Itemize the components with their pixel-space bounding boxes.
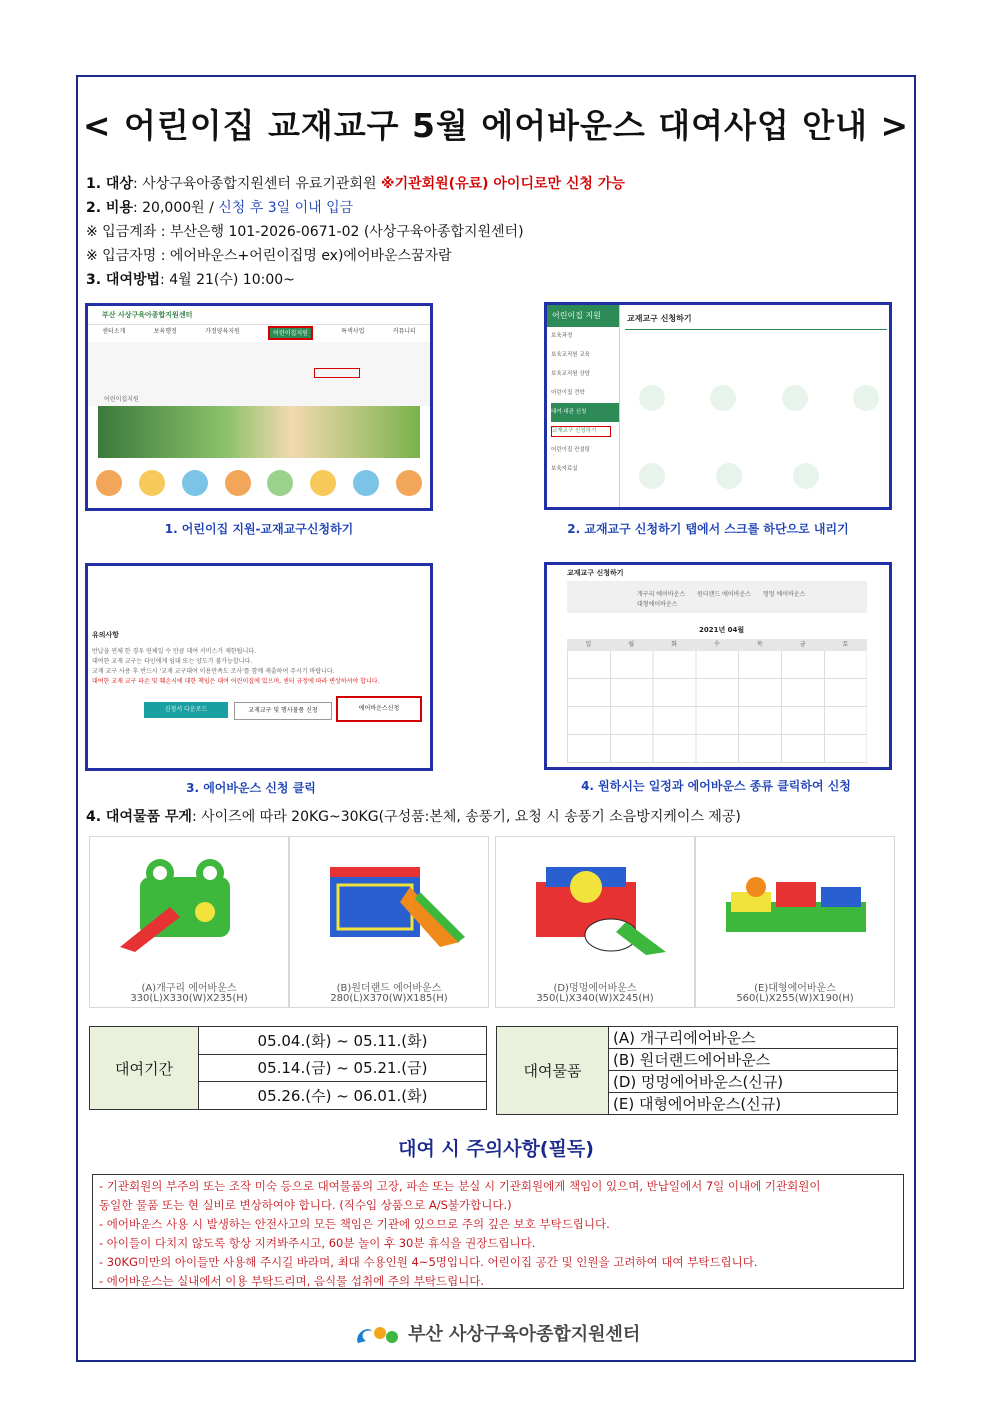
step3-caption: 3. 에어바운스 신청 클릭: [186, 781, 316, 795]
shot2-sidebar-item: 어린이집 컨설팅: [551, 447, 590, 453]
frog-airbounce-image: [110, 847, 270, 957]
shot3-line: 반납을 연체 한 경우 연체일 수 만큼 대여 서비스가 제한됩니다.: [92, 648, 256, 655]
shot1-menu: [88, 326, 430, 340]
account-line: ※ 입금계좌 : 부산은행 101-2026-0671-02 (사상구육아종합지원센터): [86, 224, 524, 240]
shot4-weekday: 일: [585, 641, 592, 648]
shot1-menu-item: 커뮤니티: [392, 328, 416, 335]
shot2-sidebar-item: 보육교직원 상담: [551, 371, 590, 377]
rental-goods-row: (D) 멍멍에어바운스(신규): [609, 1071, 898, 1093]
depositor-line: ※ 입금자명 : 에어바운스+어린이집명 ex)에어바운스꿈자람: [86, 248, 452, 264]
product-name: (D)멍멍에어바운스: [553, 983, 637, 994]
shot4-legend-item: 개구리 에어바운스: [637, 591, 686, 598]
rental-goods-row: (E) 대형에어바운스(신규): [609, 1093, 898, 1115]
notice-line: - 아이들이 다치지 않도록 항상 지켜봐주시고, 60분 놀이 후 30분 휴식을 권장드립니다.: [99, 1236, 536, 1250]
method-label: 3. 대여방법: [86, 272, 161, 288]
shot2-sidebar-item: 보육자료실: [551, 466, 578, 472]
rental-period-row: 05.04.(화) ~ 05.11.(화): [199, 1027, 487, 1055]
fee-text: : 20,000원 /: [132, 200, 219, 216]
step1-screenshot: [85, 303, 433, 511]
shot4-weekday: 목: [756, 641, 763, 648]
shot2-sidebar-title: 어린이집 지원: [547, 305, 619, 327]
shot4-title: 교재교구 신청하기: [567, 569, 624, 577]
shot1-menu-item: 특색사업: [341, 328, 365, 335]
notice-title: 대여 시 주의사항(필독): [398, 1138, 594, 1160]
shot1-menu-item-highlighted: 어린이집지원: [268, 326, 313, 340]
shot2-sidebar-item: 어린이집 견학: [551, 390, 585, 396]
rental-goods-row: (B) 원더랜드에어바운스: [609, 1049, 898, 1071]
method-line: [86, 270, 295, 290]
shot3-airbounce-button: 에어바운스신청: [336, 696, 422, 722]
product-frog: [89, 836, 289, 1008]
fee-line: [86, 198, 353, 218]
product-size: 350(L)X340(W)X245(H): [536, 993, 654, 1004]
shot1-menu-item: 보육행정: [153, 328, 177, 335]
notice-line: - 30KG미만의 아이들만 사용해 주시길 바라며, 최대 수용인원 4~5명입니다. 어린이집 공간 및 인원을 고려하여 대여 부탁드립니다.: [99, 1255, 758, 1269]
shot3-download-button: 신청서 다운로드: [144, 702, 228, 718]
shot4-month: 2021년 04월: [699, 626, 745, 634]
rental-period-table: [89, 1026, 487, 1110]
step2-screenshot: [544, 302, 892, 510]
shot2-page-title: 교재교구 신청하기: [627, 314, 692, 323]
notice-line: 동일한 물품 또는 현 실비로 변상하여야 합니다. (직수입 상품으로 A/S불가합니다.): [99, 1198, 512, 1212]
notice-line: - 에어바운스 사용 시 발생하는 안전사고의 모든 책임은 기관에 있으므로 주의 깊은 보호 부탁드립니다.: [99, 1217, 610, 1231]
weight-label: 4. 대여물품 무게: [86, 809, 192, 825]
product-name: (E)대형에어바운스: [754, 983, 836, 994]
target-label: 1. 대상: [86, 176, 133, 192]
shot3-heading: 유의사항: [92, 631, 120, 639]
notice-line: - 에어바운스는 실내에서 이용 부탁드리며, 음식물 섭취에 주의 부탁드립니다.: [99, 1274, 485, 1288]
rental-period-row: 05.14.(금) ~ 05.21.(금): [199, 1054, 487, 1082]
center-name: 부산 사상구육아종합지원센터: [407, 1324, 641, 1345]
shot4-weekday: 토: [842, 641, 849, 648]
weight-line: [86, 807, 741, 827]
shot3-event-button: 교재교구 및 행사물품 신청: [234, 702, 332, 720]
rental-goods-row: (A) 개구리에어바운스: [609, 1027, 898, 1049]
large-airbounce-image: [716, 847, 876, 957]
notice-line: - 기관회원의 부주의 또는 조작 미숙 등으로 대여물품의 고장, 파손 또는 분실 시 기관회원에게 책임이 있으며, 반납일에서 7일 이내에 기관회원이: [99, 1179, 821, 1193]
page-title: < 어린이집 교재교구 5월 에어바운스 대여사업 안내 >: [82, 106, 910, 145]
step2-caption: 2. 교재교구 신청하기 탭에서 스크롤 하단으로 내리기: [567, 522, 849, 536]
step4-screenshot: [544, 562, 892, 770]
rental-period-row: 05.26.(수) ~ 06.01.(화): [199, 1082, 487, 1110]
footer: [0, 1320, 992, 1349]
step1-caption: 1. 어린이집 지원-교재교구신청하기: [164, 522, 354, 536]
product-size: 330(L)X330(W)X235(H): [130, 993, 248, 1004]
product-wonderland: [289, 836, 489, 1008]
shot2-sidebar-item: 보육과정: [551, 333, 573, 339]
shot4-weekday: 수: [714, 641, 720, 648]
rental-goods-header: 대여물품: [497, 1027, 609, 1115]
product-dog: [495, 836, 695, 1008]
rental-period-header: 대여기간: [90, 1027, 199, 1110]
product-size: 560(L)X255(W)X190(H): [736, 993, 854, 1004]
center-logo-icon: [352, 1321, 402, 1349]
shot3-line: 교재 교구 사용 후 반드시 '교재 교구대여 이용만족도 조사'를 함께 제출하여 주시기 바랍니다.: [92, 668, 335, 675]
product-name: (A)개구리 에어바운스: [141, 983, 237, 994]
shot1-center-name: 부산 사상구육아종합지원센터: [102, 311, 193, 319]
shot2-sidebar-item: 보육교직원 교육: [551, 352, 590, 358]
notice-box: [92, 1174, 904, 1289]
shot1-side-label: 어린이집지원: [104, 396, 139, 403]
shot2-sidebar-item-active: 대여·대관 신청: [551, 403, 619, 422]
shot1-menu-item: 가정양육지원: [205, 328, 240, 335]
shot3-line-warning: 대여한 교재 교구 파손 및 훼손시에 대한 책임은 대여 어린이집에 있으며, 센터 규정에 따라 변상하셔야 합니다.: [92, 678, 380, 685]
product-large: [695, 836, 895, 1008]
product-name: (B)원더랜드 에어바운스: [336, 983, 442, 994]
shot4-legend-item: 대형에어바운스: [637, 601, 678, 608]
rental-goods-table: [496, 1026, 898, 1115]
shot4-legend-item: 멍멍 에어바운스: [763, 591, 806, 598]
shot4-weekday: 화: [671, 641, 677, 648]
shot3-line: 대여한 교재 교구는 타인에게 임대 또는 양도가 불가능합니다.: [92, 658, 253, 665]
target-text: : 사상구육아종합지원센터 유료기관회원: [132, 176, 381, 192]
target-line: [86, 174, 625, 194]
shot4-weekday: 월: [628, 641, 635, 648]
method-text: : 4월 21(수) 10:00~: [160, 272, 295, 288]
step4-caption: 4. 원하시는 일정과 에어바운스 종류 클릭하여 신청: [581, 779, 851, 793]
product-size: 280(L)X370(W)X185(H): [330, 993, 448, 1004]
shot4-weekday: 금: [799, 641, 806, 648]
shot1-menu-item: 센터소개: [102, 328, 126, 335]
shot2-sub-item-highlighted: 교재교구 신청하기: [551, 426, 611, 437]
step3-screenshot: [85, 563, 433, 771]
target-note: ※기관회원(유료) 아이디로만 신청 가능: [380, 176, 625, 192]
wonderland-airbounce-image: [310, 847, 470, 957]
dog-airbounce-image: [516, 847, 676, 957]
weight-text: : 사이즈에 따라 20KG~30KG(구성품:본체, 송풍기, 요청 시 송풍기 소음방지케이스 제공): [191, 809, 741, 825]
shot4-legend-item: 원더랜드 에어바운스: [697, 591, 752, 598]
fee-label: 2. 비용: [86, 200, 133, 216]
fee-note: 신청 후 3일 이내 입금: [218, 200, 354, 216]
